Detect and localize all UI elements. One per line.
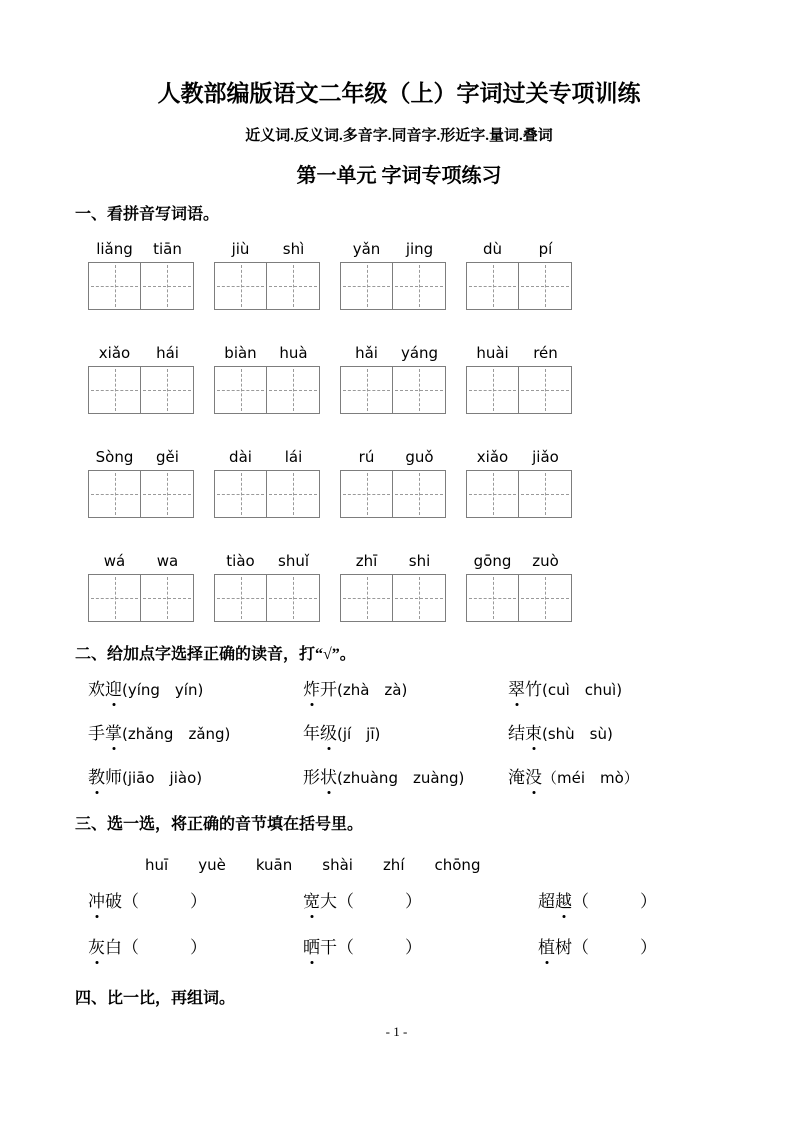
writing-box[interactable] (88, 470, 141, 518)
section1-heading: 一、看拼音写词语。 (75, 206, 220, 223)
writing-box[interactable] (340, 262, 393, 310)
pinyin-syllable: shi (408, 552, 431, 570)
pinyin-word-group (340, 448, 446, 518)
writing-box[interactable] (141, 470, 194, 518)
writing-box[interactable] (88, 262, 141, 310)
dotted-char: 植 (538, 936, 555, 960)
word-text (88, 724, 122, 743)
page-title: 人教部编版语文二年级（上）字词过关专项训练 (157, 81, 641, 106)
pinyin-options[interactable]: (cuì chuì) (542, 681, 623, 699)
pronunciation-item (508, 678, 723, 702)
word-part: 年 (303, 724, 320, 743)
writing-box[interactable] (519, 366, 572, 414)
pinyin-syllable: huà (279, 344, 308, 362)
writing-box[interactable] (214, 366, 267, 414)
pronunciation-item (508, 722, 723, 746)
writing-box[interactable] (141, 574, 194, 622)
pinyin-syllable: tiào (226, 552, 255, 570)
bank-syllable: shài (322, 856, 353, 874)
pinyin-syllable: biàn (224, 344, 257, 362)
word-part: 师 (105, 768, 122, 787)
writing-box[interactable] (393, 574, 446, 622)
word-text (88, 680, 122, 699)
word-part: 白 (105, 938, 122, 957)
pinyin-word-group (88, 448, 194, 518)
pinyin-word-group (340, 552, 446, 622)
pinyin-syllable: jiù (231, 240, 250, 258)
word-text (508, 724, 542, 743)
pinyin-row (88, 448, 723, 518)
dotted-char: 迎 (105, 678, 122, 702)
pinyin-writing-area (88, 240, 723, 622)
word-text (88, 892, 122, 911)
pinyin-options[interactable]: (zhà zà) (337, 681, 408, 699)
syllable-fill-item (88, 936, 303, 960)
pinyin-syllable: wa (156, 552, 179, 570)
word-part: 干 (320, 938, 337, 957)
pinyin-options[interactable]: (jiāo jiào) (122, 769, 203, 787)
word-part: 开 (320, 680, 337, 699)
dotted-char: 炸 (303, 678, 320, 702)
dotted-char: 束 (525, 722, 542, 746)
writing-box[interactable] (267, 574, 320, 622)
pinyin-syllable: tiān (153, 240, 182, 258)
pinyin-syllable: zhī (355, 552, 378, 570)
pinyin-row (88, 240, 723, 310)
writing-box[interactable] (466, 470, 519, 518)
word-text (538, 938, 572, 957)
pinyin-syllable: huài (476, 344, 509, 362)
word-part: 淹 (508, 768, 525, 787)
pinyin-word-group (340, 344, 446, 414)
pinyin-word-group (466, 344, 572, 414)
pinyin-word-group (466, 552, 572, 622)
word-text (88, 768, 122, 787)
writing-box[interactable] (519, 470, 572, 518)
writing-box[interactable] (88, 366, 141, 414)
pinyin-word-group (466, 240, 572, 310)
pinyin-options[interactable]: （méi mò） (542, 769, 639, 787)
pinyin-row (88, 552, 723, 622)
writing-box[interactable] (214, 262, 267, 310)
pinyin-options[interactable]: (jí jī) (337, 725, 381, 743)
bank-syllable: zhí (382, 856, 405, 874)
pinyin-syllable: dù (482, 240, 503, 258)
word-text (303, 680, 337, 699)
dotted-char: 越 (555, 890, 572, 914)
pinyin-word-group (88, 344, 194, 414)
unit-title: 第一单元 字词专项练习 (296, 165, 502, 187)
pinyin-word-group (466, 448, 572, 518)
word-part: 形 (303, 768, 320, 787)
word-text (303, 768, 337, 787)
pronunciation-item (303, 722, 508, 746)
word-part: 大 (320, 892, 337, 911)
word-text (508, 680, 542, 699)
word-text (508, 768, 542, 787)
syllable-fill-item (538, 936, 723, 960)
pinyin-options[interactable]: (shù sù) (542, 725, 613, 743)
answer-blank[interactable]: （ ） (337, 938, 422, 957)
pinyin-syllable: jiǎo (532, 448, 559, 466)
pinyin-syllable: lái (284, 448, 303, 466)
dotted-char: 宽 (303, 890, 320, 914)
pinyin-options[interactable]: (yíng yín) (122, 681, 204, 699)
answer-blank[interactable]: （ ） (122, 892, 207, 911)
pinyin-word-group (88, 240, 194, 310)
pinyin-syllable: hái (156, 344, 179, 362)
pinyin-syllable: pí (538, 240, 553, 258)
pinyin-options[interactable]: (zhǎng zǎng) (122, 725, 231, 743)
dotted-char: 级 (320, 722, 337, 746)
dotted-char: 灰 (88, 936, 105, 960)
word-part: 超 (538, 892, 555, 911)
writing-box[interactable] (340, 366, 393, 414)
bank-syllable: kuān (255, 856, 293, 874)
pronunciation-item (88, 766, 303, 790)
writing-box[interactable] (393, 262, 446, 310)
pinyin-syllable: hǎi (355, 344, 378, 362)
pronunciation-choice-grid (88, 678, 723, 790)
pinyin-word-group (88, 552, 194, 622)
word-text (303, 892, 337, 911)
word-part: 破 (105, 892, 122, 911)
writing-box[interactable] (466, 574, 519, 622)
writing-box[interactable] (519, 262, 572, 310)
pinyin-options[interactable]: (zhuàng zuàng) (337, 769, 465, 787)
writing-box[interactable] (340, 574, 393, 622)
dotted-char: 没 (525, 766, 542, 790)
pinyin-syllable: rén (533, 344, 558, 362)
pronunciation-item (508, 766, 723, 790)
writing-box[interactable] (267, 262, 320, 310)
pinyin-syllable: jing (405, 240, 434, 258)
writing-box[interactable] (88, 574, 141, 622)
pinyin-syllable: wá (103, 552, 126, 570)
dotted-char: 教 (88, 766, 105, 790)
writing-box[interactable] (141, 366, 194, 414)
pronunciation-item (88, 722, 303, 746)
writing-box[interactable] (466, 366, 519, 414)
pronunciation-item (303, 766, 508, 790)
pinyin-syllable: guǒ (405, 448, 434, 466)
writing-box[interactable] (267, 470, 320, 518)
pinyin-syllable: gěi (156, 448, 179, 466)
word-text (88, 938, 122, 957)
answer-blank[interactable]: （ ） (122, 938, 207, 957)
writing-box[interactable] (267, 366, 320, 414)
word-text (303, 938, 337, 957)
answer-blank[interactable]: （ ） (572, 892, 657, 911)
dotted-char: 掌 (105, 722, 122, 746)
pinyin-syllable: dài (229, 448, 252, 466)
pinyin-syllable: xiǎo (98, 344, 131, 362)
answer-blank[interactable]: （ ） (572, 938, 657, 957)
page-number: - 1 - (385, 1024, 408, 1039)
pinyin-syllable: gōng (473, 552, 512, 570)
dotted-char: 冲 (88, 890, 105, 914)
pinyin-syllable: xiǎo (476, 448, 509, 466)
word-part: 欢 (88, 680, 105, 699)
word-part: 手 (88, 724, 105, 743)
bank-syllable: huī (145, 856, 169, 874)
dotted-char: 晒 (303, 936, 320, 960)
pinyin-syllable: yǎn (352, 240, 381, 258)
writing-box[interactable] (466, 262, 519, 310)
word-text (538, 892, 572, 911)
writing-box[interactable] (340, 470, 393, 518)
writing-box[interactable] (214, 574, 267, 622)
pinyin-syllable: rú (358, 448, 375, 466)
pinyin-syllable: Sòng (95, 448, 134, 466)
writing-box[interactable] (393, 470, 446, 518)
syllable-fill-item (303, 890, 538, 914)
section2-heading: 二、给加点字选择正确的读音，打“√”。 (75, 646, 356, 663)
writing-box[interactable] (393, 366, 446, 414)
pinyin-word-group (214, 448, 320, 518)
syllable-fill-item (538, 890, 723, 914)
word-text (303, 724, 337, 743)
pinyin-syllable: shì (282, 240, 305, 258)
dotted-char: 翠 (508, 678, 525, 702)
pinyin-syllable: shuǐ (278, 552, 309, 570)
pinyin-word-group (214, 552, 320, 622)
writing-box[interactable] (519, 574, 572, 622)
pinyin-syllable: liǎng (96, 240, 133, 258)
answer-blank[interactable]: （ ） (337, 892, 422, 911)
bank-syllable: chōng (434, 856, 481, 874)
pronunciation-item (88, 678, 303, 702)
syllable-fill-item (88, 890, 303, 914)
pinyin-word-group (214, 344, 320, 414)
pinyin-word-group (214, 240, 320, 310)
pinyin-syllable: yáng (400, 344, 439, 362)
pinyin-row (88, 344, 723, 414)
syllable-fill-item (303, 936, 538, 960)
syllable-fill-grid (88, 890, 723, 960)
pinyin-word-group (340, 240, 446, 310)
subtitle: 近义词.反义词.多音字.同音字.形近字.量词.叠词 (245, 128, 553, 144)
writing-box[interactable] (141, 262, 194, 310)
dotted-char: 状 (320, 766, 337, 790)
pronunciation-item (303, 678, 508, 702)
writing-box[interactable] (214, 470, 267, 518)
section3-heading: 三、选一选，将正确的音节填在括号里。 (75, 816, 364, 833)
section4-heading: 四、比一比，再组词。 (75, 990, 236, 1007)
word-part: 竹 (525, 680, 542, 699)
bank-syllable: yuè (198, 856, 226, 874)
syllable-bank (145, 856, 723, 874)
word-part: 结 (508, 724, 525, 743)
word-part: 树 (555, 938, 572, 957)
pinyin-syllable: zuò (532, 552, 559, 570)
